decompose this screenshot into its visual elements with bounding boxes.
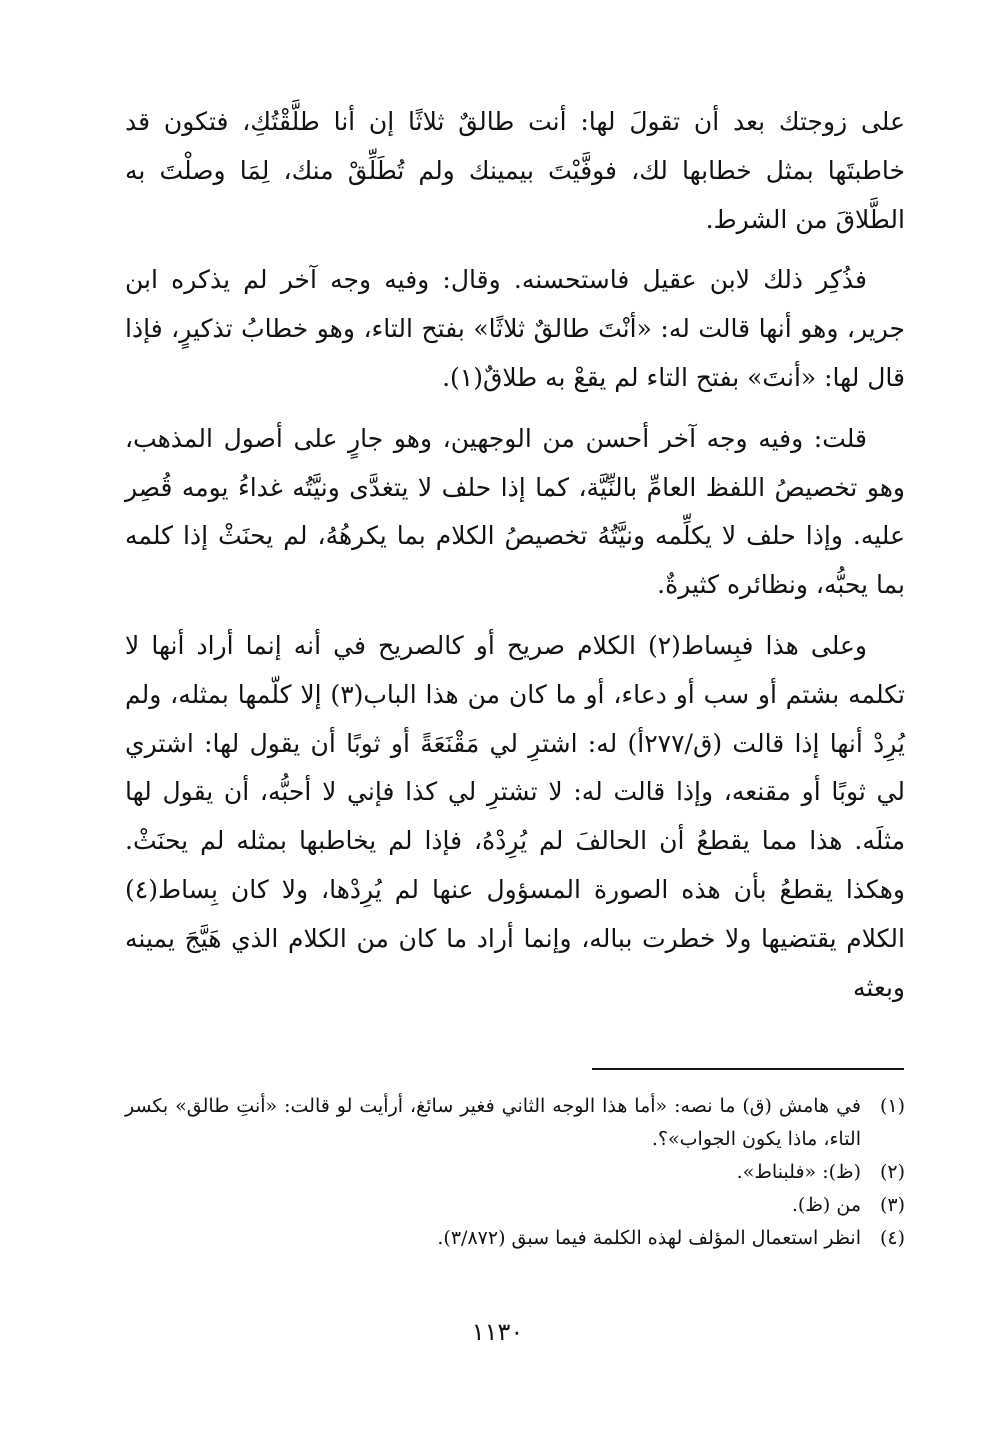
footnote-text: في هامش (ق) ما نصه: «أما هذا الوجه الثاني فغير سائغ، أرأيت لو قالت: «أنتِ طالق» بكسر التاء، ماذا يكون الجواب»؟. — [125, 1095, 861, 1150]
footnote-text: انظر استعمال المؤلف لهذه الكلمة فيما سبق (٣/٨٧٢). — [437, 1227, 861, 1249]
footnote-text: (ظ): «فلبناط». — [736, 1161, 861, 1183]
footnotes-section — [125, 1090, 905, 1255]
footnote-number: (١) — [879, 1095, 905, 1117]
footnote-divider — [592, 1068, 904, 1070]
paragraph-1: على زوجتك بعد أن تقولَ لها: أنت طالقٌ ثلاثًا إن أنا طلَّقْتُكِ، فتكون قد خاطبتَها بمثل خطابها لك، فوفَّيْتَ بيمينك ولم تُطَلِّقْ منك، لِمَا وصلْتَ به الطَّلاقَ من الشرط. — [125, 107, 905, 234]
footnote-number: (٢) — [879, 1161, 905, 1183]
paragraph-2: فذُكِر ذلك لابن عقيل فاستحسنه. وقال: وفيه وجه آخر لم يذكره ابن جرير، وهو أنها قالت له: «أنْتَ طالقٌ ثلاثًا» بفتح التاء، وهو خطابُ تذكيرٍ، فإذا قال لها: «أنتَ» بفتح التاء لم يقعْ به طلاقٌ(١). — [125, 265, 905, 392]
footnote-2 — [125, 1156, 905, 1189]
paragraph-4: وعلى هذا فبِساط(٢) الكلام صريح أو كالصريح في أنه إنما أراد أنها لا تكلمه بشتم أو سب أو دعاء، أو ما كان من هذا الباب(٣) إلا كلّمها بمثله، ولم يُرِدْ أنها إذا قالت (ق/٢٧٧أ) له: اشترِ لي مَقْنَعَةً أو ثوبًا أن يقول لها: اشتري لي ثوبًا أو مقنعه، وإذا قالت له: لا تشترِ لي كذا فإني لا أحبُّه، أن يقول لها مثلَه. هذا مما يقطعُ أن الحالفَ لم يُرِدْهُ، فإذا لم يخاطبها بمثله لم يحنَثْ. وهكذا يقطعُ بأن هذه الصورة المسؤول عنها لم يُرِدْها، ولا كان بِساط(٤) الكلام يقتضيها ولا خطرت بباله، وإنما أراد ما كان من الكلام الذي هَيَّجَ يمينه وبعثه — [125, 630, 905, 1002]
main-text-block — [125, 98, 905, 1024]
footnote-3 — [125, 1189, 905, 1222]
footnote-1 — [125, 1090, 905, 1156]
footnote-number: (٤) — [879, 1227, 905, 1249]
page-number: ١١٣٠ — [471, 1318, 524, 1346]
footnote-number: (٣) — [879, 1194, 905, 1216]
footnote-text: من (ظ). — [791, 1194, 861, 1216]
paragraph-3: قلت: وفيه وجه آخر أحسن من الوجهين، وهو جارٍ على أصول المذهب، وهو تخصيصُ اللفظ العامِّ بالنِّيَّة، كما إذا حلف لا يتغدَّى ونيَّتُه غداءُ يومه قُصِر عليه. وإذا حلف لا يكلِّمه ونيَّتُهُ تخصيصُ الكلام بما يكرهُهُ، لم يحنَثْ إذا كلمه بما يحبُّه، ونظائره كثيرةٌ. — [125, 423, 905, 600]
footnote-4 — [125, 1222, 905, 1255]
